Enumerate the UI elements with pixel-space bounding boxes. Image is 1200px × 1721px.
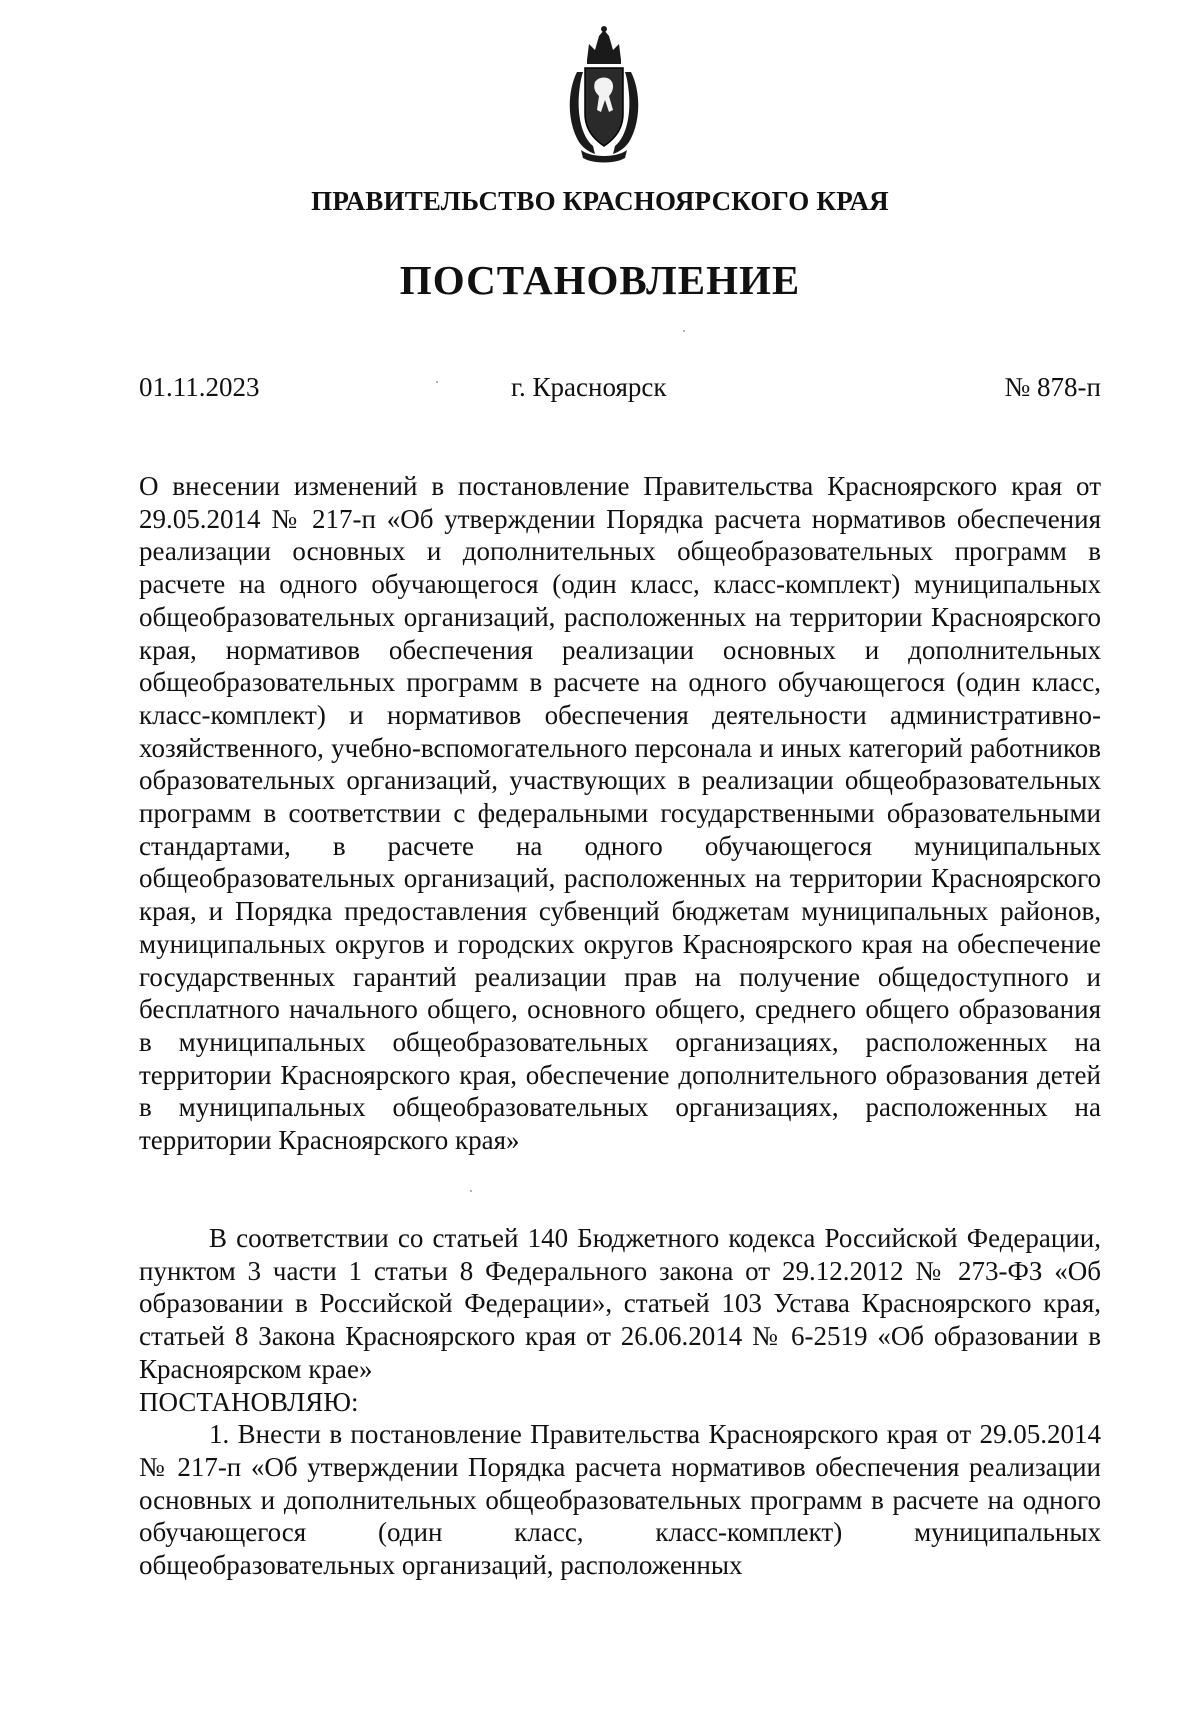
scan-speck (470, 1190, 472, 1192)
document-title: О внесении изменений в постановление Правительства Красноярского края от 29.05.2014 № 217-п «Об утверждении Порядка расчета нормативов обеспечения реализации основных и дополнительных общеобразовательных программ в расчете на одного обучающегося (один класс, класс-комплект) муниципальных общеобразовательных организаций, расположенных на территории Красноярского края, нормативов обеспечения реализации основных и дополнительных общеобразовательных программ в расчете на одного обучающегося (один класс, класс-комплект) и нормативов обеспечения деятельности административно-хозяйственного, учебно-вспомогательного персонала и иных категорий работников образовательных организаций, участвующих в реализации общеобразовательных программ в соответствии с федеральными государственными образовательными стандартами, в расчете на одного обучающегося муниципальных общеобразовательных организаций, расположенных на территории Красноярского края, и Порядка предоставления субвенций бюджетам муниципальных районов, муниципальных округов и городских округов Красноярского края на обеспечение государственных гарантий реализации прав на получение общедоступного и бесплатного начального общего, основного общего, среднего общего образования в муниципальных общеобразовательных организациях, расположенных на территории Красноярского края, обеспечение дополнительного образования детей в муниципальных общеобразовательных организациях, расположенных на территории Красноярского края» (139, 471, 1101, 1156)
document-date: 01.11.2023 (139, 372, 260, 402)
document-city: г. Красноярск (511, 372, 667, 402)
krasnoyarsk-coat-of-arms-icon (565, 22, 643, 164)
preamble-paragraph: В соответствии со статьей 140 Бюджетного кодекса Российской Федерации, пунктом 3 части 1 статьи 8 Федерального закона от 29.12.2012 № 273-ФЗ «Об образовании в Российской Федерации», статьей 103 Устава Красноярского края, статьей 8 Закона Красноярского края от 26.06.2014 № 6-2519 «Об образовании в Красноярском крае» (139, 1223, 1101, 1384)
document-number: № 878-п (1004, 372, 1101, 402)
item-1-paragraph: 1. Внести в постановление Правительства Красноярского края от 29.05.2014 № 217-п «Об утверждении Порядка расчета нормативов обеспечения реализации основных и дополнительных общеобразовательных программ в расчете на одного обучающегося (один класс, класс-комплект) муниципальных общеобразовательных организаций, расположенных (139, 1419, 1101, 1581)
scan-speck (683, 330, 685, 332)
document-meta (139, 372, 1101, 406)
scan-speck (436, 381, 438, 383)
document-type: ПОСТАНОВЛЕНИЕ (399, 257, 801, 303)
document-body (139, 1222, 1101, 1582)
organization-name: ПРАВИТЕЛЬСТВО КРАСНОЯРСКОГО КРАЯ (311, 186, 889, 216)
decree-word: ПОСТАНОВЛЯЮ: (139, 1386, 359, 1417)
